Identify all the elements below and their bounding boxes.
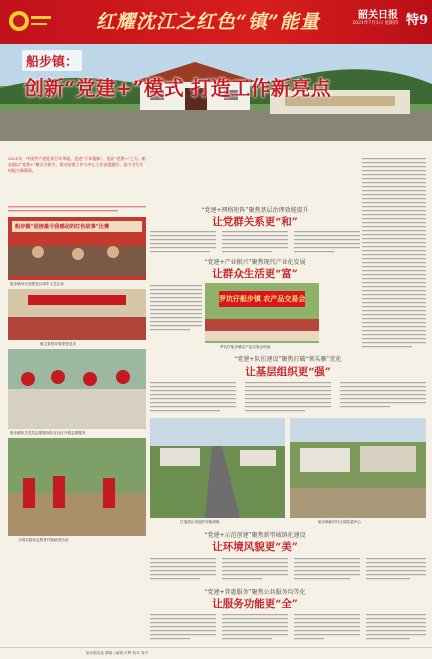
village-road-photo [150, 418, 285, 518]
civilization-center-photo [290, 418, 426, 518]
ceremony-photo [8, 289, 146, 340]
photo-caption-1: 船步镇举行迎建党百周年文艺汇演 [10, 282, 64, 286]
section-5-subtitle: “党建+普惠服务”聚焦公共服务均等化 [204, 589, 306, 596]
trade-fair-banner: 罗坑仔船步镇 农产品交易会 [219, 291, 305, 307]
competition-banner: 船步镇“迎接最令我感动的红色故事”比赛 [12, 221, 142, 232]
section-5-headline: 让服务功能更“全” [212, 598, 298, 610]
section-3-headline: 让基层组织更“强” [245, 366, 331, 378]
section-2-headline: 让群众生活更“富” [212, 268, 298, 280]
section-1-subtitle: “党建+网格矩阵”聚焦基层治理效能提升 [201, 207, 309, 214]
photo-caption-3: 船步镇机关党员志愿服务队在社区开展志愿服务 [10, 431, 86, 435]
section-4-headline: 让环境风貌更“美” [212, 541, 298, 553]
section-3-caption-2: 船步镇新时代文明实践中心 [318, 520, 362, 524]
section-3-subtitle: “党建+队伍建设”聚焦打破“领头雁”优化 [234, 356, 342, 363]
section-2-body-left [150, 283, 202, 345]
section-3-body-text [150, 380, 426, 416]
section-4-subtitle: “党建+示范创建”聚焦新型城镇化建设 [204, 532, 306, 539]
section-1-headline: 让党群关系更“和” [212, 216, 298, 228]
volunteer-photo [8, 349, 146, 429]
section-1-body-text [150, 229, 360, 255]
section-4-body-text [150, 556, 426, 584]
party-logo [5, 6, 53, 36]
hero-town-label: 船步镇： [22, 50, 82, 71]
section-5-body-text [150, 612, 426, 646]
lead-filler-lines [8, 204, 146, 214]
trade-fair-photo [205, 283, 319, 343]
section-2-subtitle: “党建+产业振兴”聚焦现代产业化发展 [204, 259, 306, 266]
page-number: 特9 [405, 13, 428, 28]
section-3-caption-1: 打造湾区美丽乡村新面貌 [180, 520, 220, 524]
section-2-photo-caption: 罗坑仔船步镇农产品交易会现场 [220, 345, 271, 349]
photo-caption-4: 文明实践站志愿者开展助老活动 [18, 538, 69, 542]
newspaper-name: 韶关日报 [358, 10, 398, 21]
photo-caption-2: 镇主要领导看望老党员 [40, 342, 76, 346]
page-footer: 船步镇党委 撰稿 | 编辑 叶辉 校对 刘丹 [0, 647, 432, 659]
hero-headline: 创新“党建+”模式 打造工作新亮点 [24, 76, 331, 100]
competition-photo [8, 217, 146, 280]
header-title: 红耀沈江之红色“镇”能量 [96, 11, 320, 33]
issue-date: 2021年7月1日 星期四 [352, 21, 398, 26]
lead-paragraph: 2021年，中国共产党迎来百年华诞。走进“千年根脉”，见证“党建+”之力。船步镇以“党建+”模式为抓手，推动党建工作与中心工作深度融合，奋力书写乡村振兴新篇章。 [8, 156, 146, 173]
right-column-text [362, 156, 426, 354]
elderly-care-photo [8, 438, 146, 536]
